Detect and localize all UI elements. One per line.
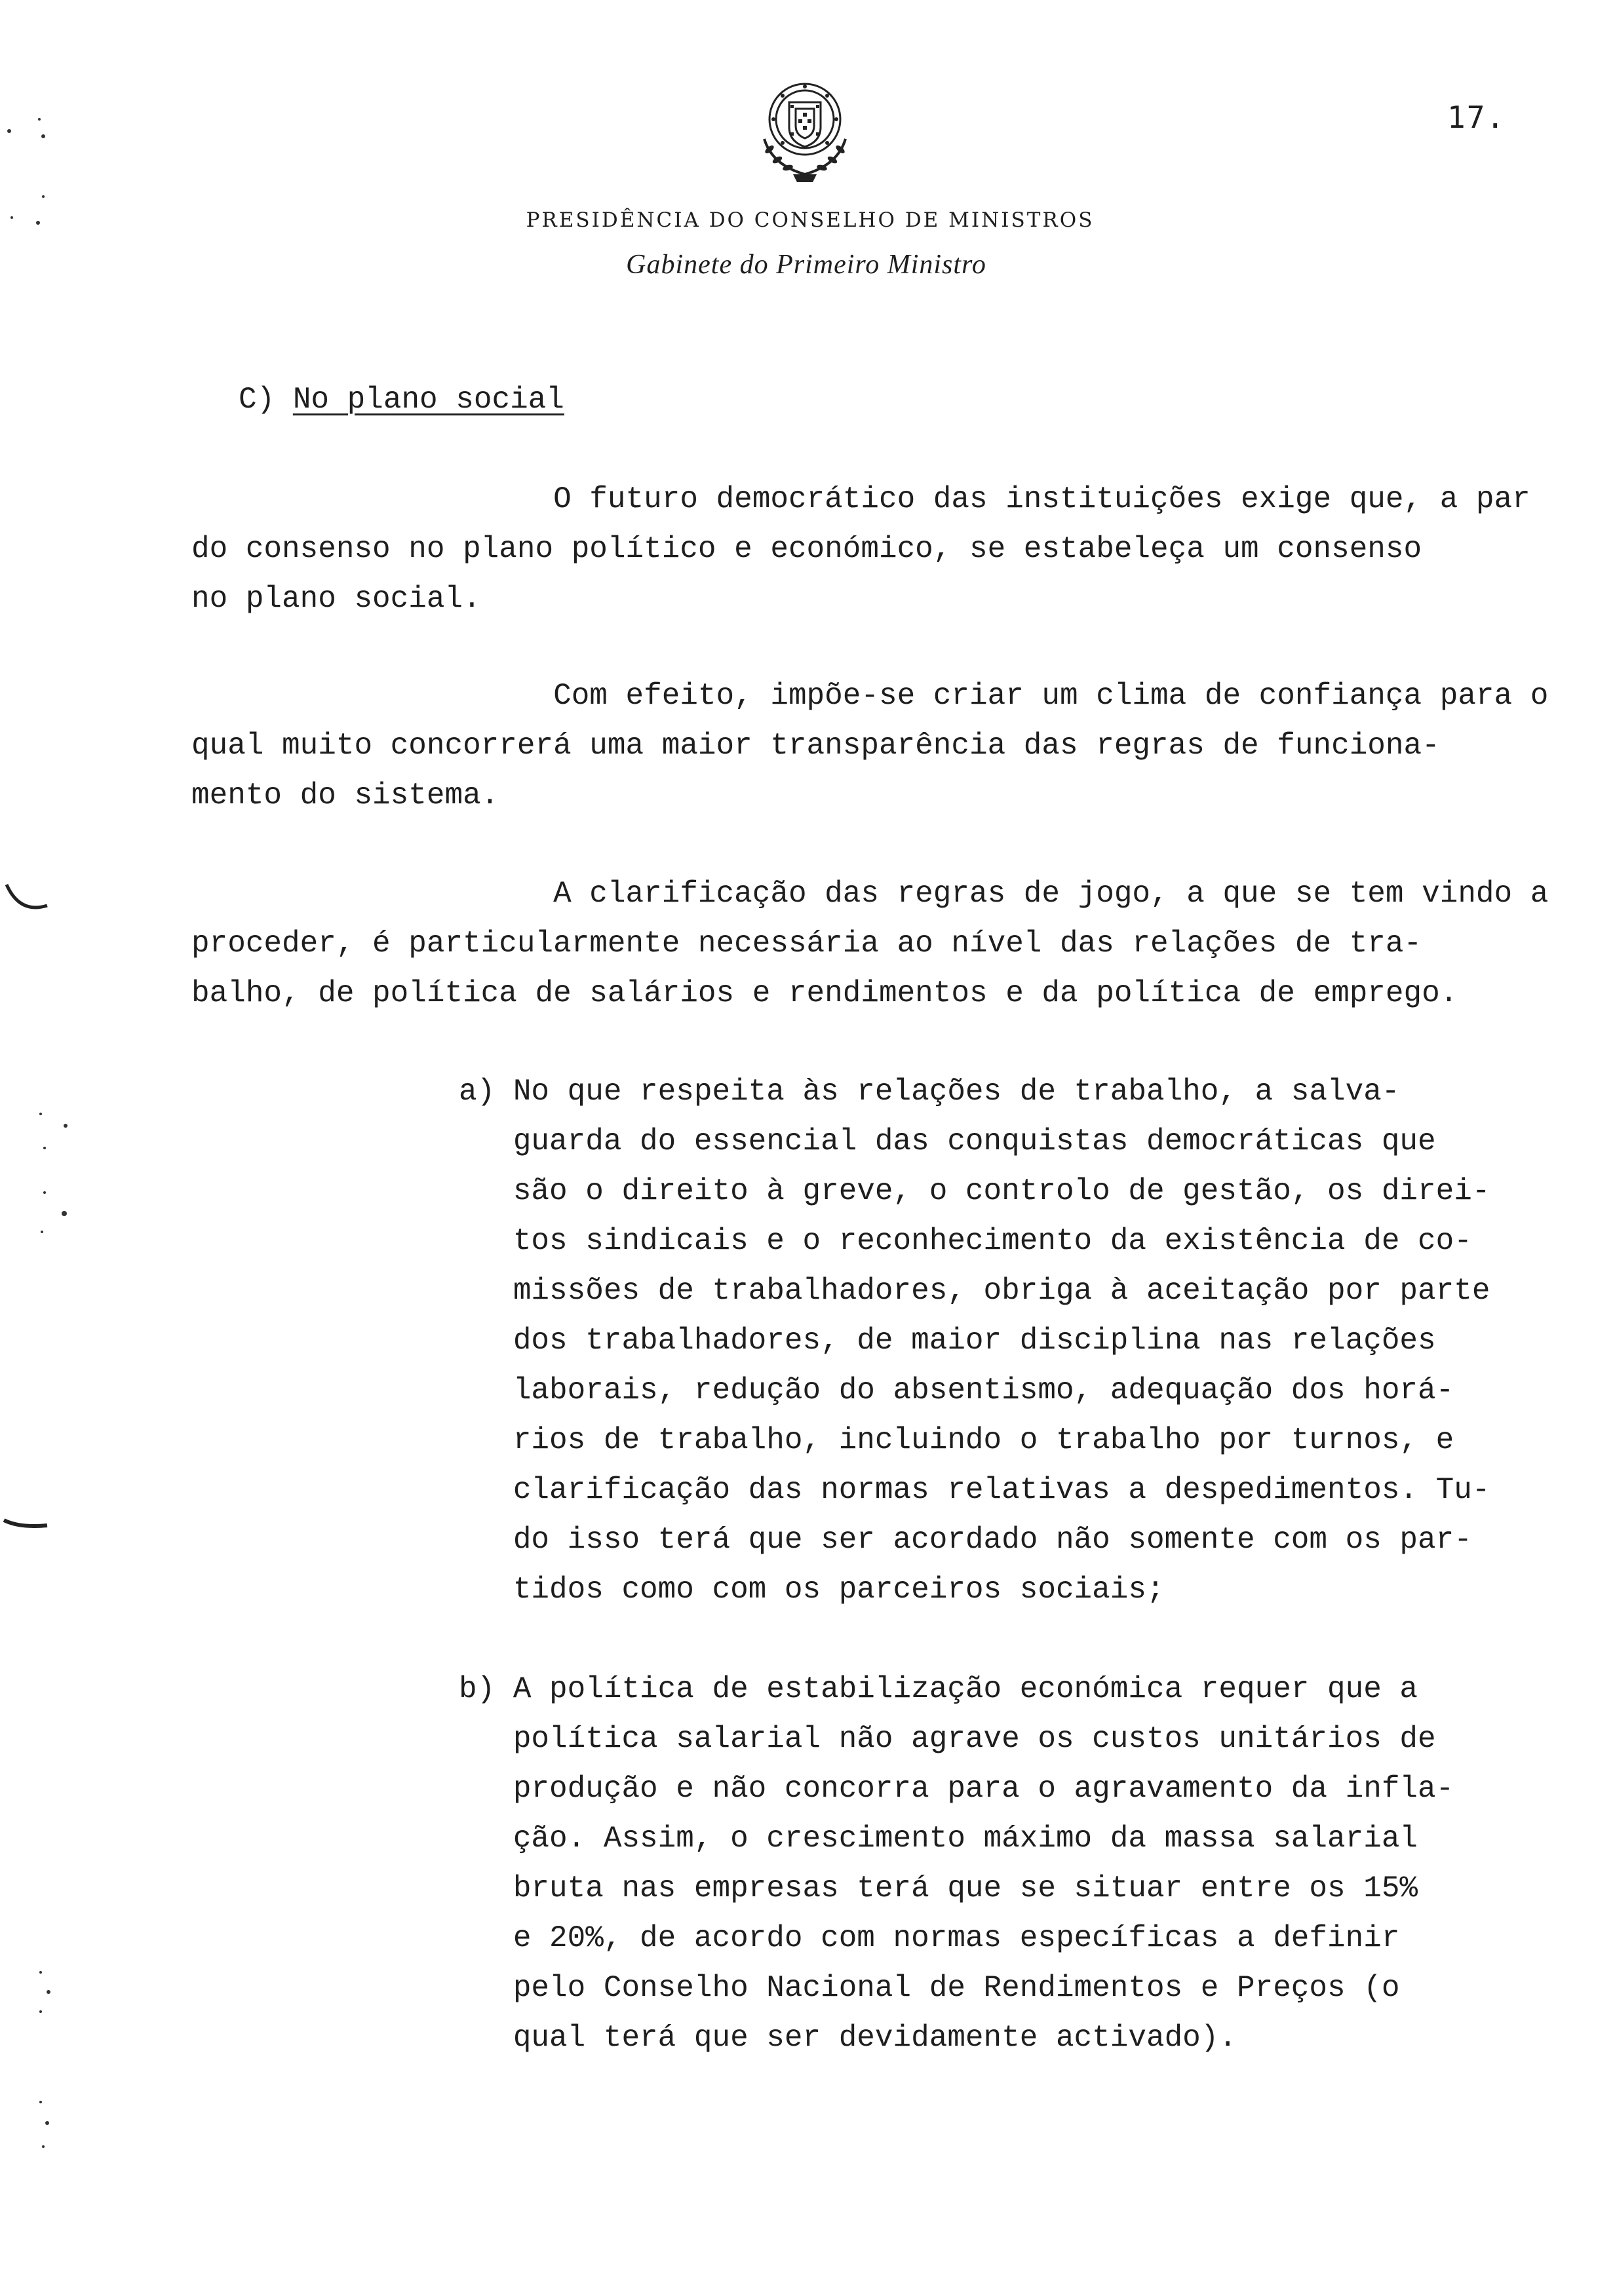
text-line: O futuro democrático das instituições exige que, a par — [191, 482, 1530, 516]
section-title: No plano social — [292, 383, 564, 417]
text-line: balho, de política de salários e rendimentos e da política de emprego. — [191, 976, 1458, 1010]
text-line: qual muito concorrerá uma maior transparência das regras de funciona- — [191, 729, 1440, 763]
list-item-b — [459, 1664, 1454, 2063]
text-line: proceder, é particularmente necessária ao nível das relações de tra- — [191, 927, 1422, 961]
cabinet-subheading: Gabinete do Primeiro Ministro — [626, 250, 986, 280]
text-line: mento do sistema. — [191, 778, 499, 813]
text-line: do isso terá que ser acordado não somente com os par- — [459, 1523, 1472, 1557]
text-line: A clarificação das regras de jogo, a que se tem vindo a — [191, 877, 1549, 911]
text-line: no plano social. — [191, 582, 481, 616]
text-line: tidos como com os parceiros sociais; — [459, 1573, 1165, 1607]
section-marker: C) — [239, 383, 275, 417]
page-number: 17. — [1447, 100, 1506, 135]
list-item-a — [459, 1067, 1490, 1615]
text-line: do consenso no plano político e económico, se estabeleça um consenso — [191, 532, 1422, 566]
text-line: laborais, redução do absentismo, adequação dos horá- — [459, 1373, 1454, 1407]
text-line: dos trabalhadores, de maior disciplina nas relações — [459, 1324, 1436, 1358]
text-line: b) A política de estabilização económica requer que a — [459, 1672, 1418, 1706]
text-line: missões de trabalhadores, obriga à aceitação por parte — [459, 1274, 1490, 1308]
text-line: e 20%, de acordo com normas específicas a definir — [459, 1921, 1400, 1955]
text-line: rios de trabalho, incluindo o trabalho por turnos, e — [459, 1423, 1454, 1457]
paragraph — [191, 869, 1548, 1018]
text-line: são o direito à greve, o controlo de gestão, os direi- — [459, 1174, 1490, 1208]
text-line: bruta nas empresas terá que se situar entre os 15% — [459, 1871, 1418, 1905]
text-line: clarificação das normas relativas a despedimentos. Tu- — [459, 1473, 1490, 1507]
text-line: tos sindicais e o reconhecimento da existência de co- — [459, 1224, 1472, 1258]
coat-of-arms-icon — [752, 76, 857, 186]
text-line: a) No que respeita às relações de trabalho, a salva- — [459, 1075, 1400, 1109]
text-line: ção. Assim, o crescimento máximo da massa salarial — [459, 1822, 1418, 1856]
text-line: Com efeito, impõe-se criar um clima de confiança para o — [191, 679, 1549, 713]
section-heading — [239, 375, 564, 425]
scan-edge-marks — [0, 0, 92, 2296]
paragraph — [191, 671, 1548, 820]
text-line: produção e não concorra para o agravamento da infla- — [459, 1772, 1454, 1806]
institution-heading: PRESIDÊNCIA DO CONSELHO DE MINISTROS — [526, 208, 1095, 232]
paragraph — [191, 474, 1530, 624]
text-line: guarda do essencial das conquistas democráticas que — [459, 1124, 1436, 1158]
text-line: pelo Conselho Nacional de Rendimentos e Preços (o — [459, 1971, 1400, 2005]
text-line: política salarial não agrave os custos unitários de — [459, 1722, 1436, 1756]
text-line: qual terá que ser devidamente activado). — [459, 2021, 1237, 2055]
